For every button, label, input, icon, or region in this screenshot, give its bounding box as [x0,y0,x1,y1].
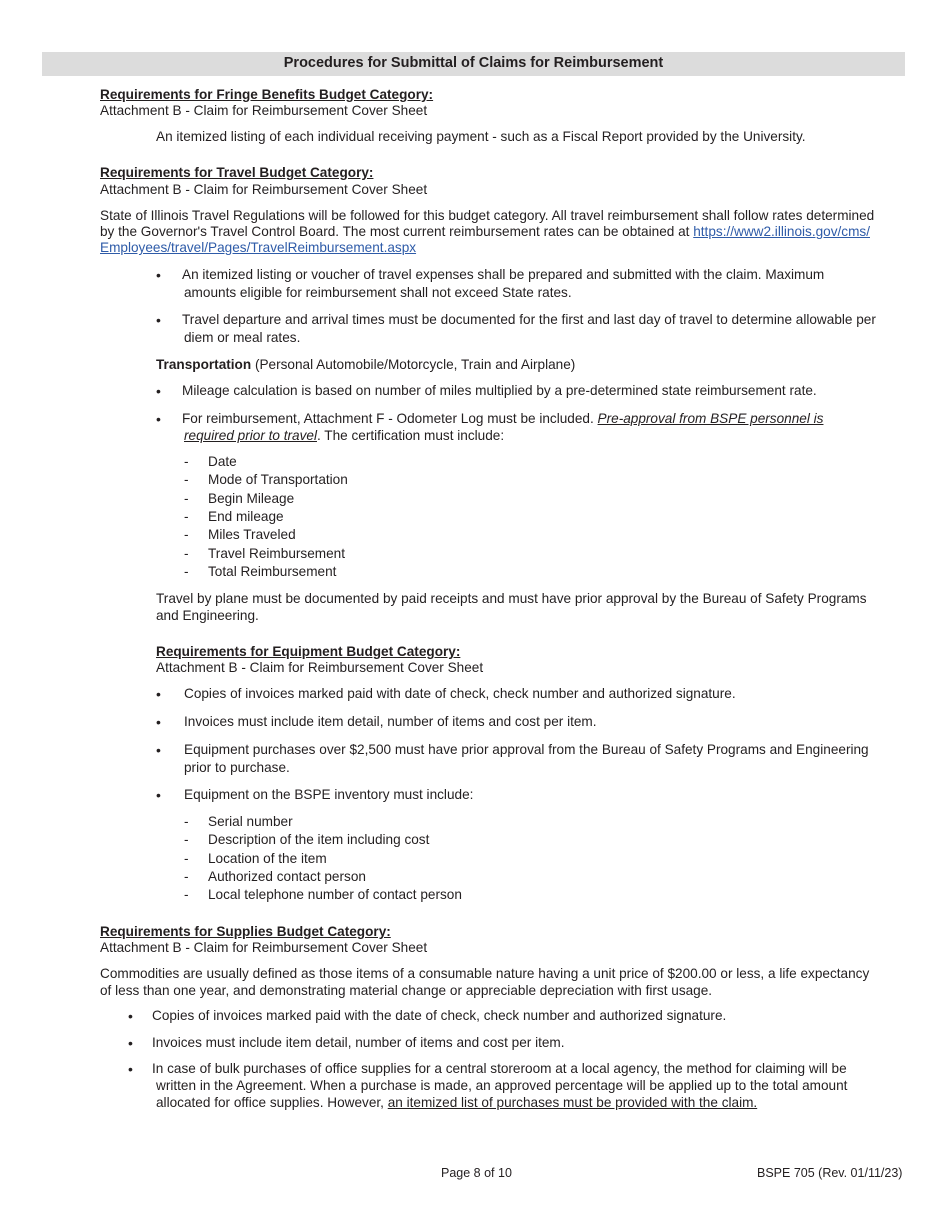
list-item-text: Location of the item [208,850,327,866]
bullet-icon: • [156,787,161,803]
bullet-icon: • [156,267,161,283]
odometer-text: For reimbursement, Attachment F - Odometer Log must be included. [182,411,598,426]
bullet-icon: • [128,1061,133,1077]
equipment-heading: Requirements for Equipment Budget Category: [156,644,461,659]
list-item-text: Copies of invoices marked paid with the date of check, check number and authorized signature. [152,1008,727,1023]
travel-intro-line2 [100,223,870,240]
supplies-intro-line2: of less than one year, and demonstrating material change or appreciable depreciation with first usage. [100,983,713,998]
list-item-text: Travel Reimbursement [208,545,345,561]
list-item-text: Begin Mileage [208,490,295,506]
bullet-icon: • [156,411,161,427]
plane-text-line2: and Engineering. [156,608,259,623]
travel-attachment: Attachment B - Claim for Reimbursement Cover Sheet [100,182,428,197]
list-item-text: Date [208,454,237,469]
bullet-icon: • [156,686,161,702]
list-item-text: Mode of Transportation [208,472,348,488]
list-item-text: An itemized listing or voucher of travel expenses shall be prepared and submitted with the claim. Maximum [182,267,825,282]
dash-marker: - [184,814,189,829]
list-item-text: Local telephone number of contact person [208,887,462,903]
dash-marker: - [184,527,189,543]
travel-intro-line1: State of Illinois Travel Regulations will be followed for this budget category. All travel reimbursement shall follow rates determined [100,208,875,223]
list-item-text: amounts eligible for reimbursement shall not exceed State rates. [184,285,572,300]
odometer-text: . The certification must include: [316,428,505,443]
fringe-attachment: Attachment B - Claim for Reimbursement Cover Sheet [100,103,428,118]
dash-marker: - [184,850,189,866]
list-item-text [182,410,823,428]
supplies-intro-line1: Commodities are usually defined as those items of a consumable nature having a unit price of $200.00 or less, a life expectancy [100,966,870,981]
bullet-icon: • [156,383,161,399]
list-item-text: Copies of invoices marked paid with date of check, check number and authorized signature. [184,686,736,701]
dash-marker: - [184,472,189,488]
supplies-heading: Requirements for Supplies Budget Category: [100,924,391,939]
equipment-attachment: Attachment B - Claim for Reimbursement Cover Sheet [156,660,484,675]
odometer-emphasis: required prior to travel [184,428,317,443]
list-item-text: Travel departure and arrival times must be documented for the first and last day of travel to determine allowable per [182,312,876,327]
transport-line [156,356,575,373]
list-item-text: Miles Traveled [208,527,296,543]
travel-rates-link-cont[interactable]: Employees/travel/Pages/TravelReimbursement.aspx [100,240,417,255]
list-item-text: Description of the item including cost [208,832,430,848]
list-item-text: Equipment purchases over $2,500 must have prior approval from the Bureau of Safety Programs and Engineering [184,742,869,757]
bullet-icon: • [156,714,161,730]
list-item-text: Invoices must include item detail, number of items and cost per item. [152,1035,565,1050]
dash-marker: - [184,887,189,903]
travel-rates-link[interactable]: https://www2.illinois.gov/cms/ [693,224,870,239]
dash-marker: - [184,490,189,506]
dash-marker: - [184,832,189,848]
list-item-text: Total Reimbursement [208,563,337,579]
list-item-text: prior to purchase. [184,760,290,775]
list-item-text: diem or meal rates. [184,330,301,345]
travel-heading: Requirements for Travel Budget Category: [100,165,374,180]
list-item-text [184,427,504,445]
list-item-text [156,1094,757,1112]
bullet-icon: • [156,742,161,758]
page-number: Page 8 of 10 [441,1166,512,1180]
dash-marker: - [184,563,189,579]
transport-text: (Personal Automobile/Motorcycle, Train and Airplane) [251,357,576,372]
travel-intro-text: by the Governor's Travel Control Board. The most current reimbursement rates can be obtained at [100,224,694,239]
dash-marker: - [184,868,189,884]
bullet-icon: • [156,312,161,328]
odometer-emphasis: Pre-approval from BSPE personnel is [597,411,824,426]
dash-marker: - [184,508,189,524]
list-item-text: In case of bulk purchases of office supplies for a central storeroom at a local agency, the method for claiming will be [152,1061,847,1076]
supplies-attachment: Attachment B - Claim for Reimbursement Cover Sheet [100,940,428,955]
list-item-text: Authorized contact person [208,868,366,884]
travel-link-line2[interactable] [100,239,416,256]
form-number: BSPE 705 (Rev. 01/11/23) [757,1166,903,1180]
supplies-text: allocated for office supplies. However, [156,1095,388,1110]
list-item-text: Invoices must include item detail, number of items and cost per item. [184,714,597,729]
fringe-heading: Requirements for Fringe Benefits Budget Category: [100,87,434,102]
dash-marker: - [184,545,189,561]
list-item-text: Equipment on the BSPE inventory must include: [184,787,474,802]
supplies-emphasis: an itemized list of purchases must be provided with the claim. [387,1095,758,1110]
list-item-text: written in the Agreement. When a purchase is made, an approved percentage will be applied up to the total amount [156,1078,848,1093]
bullet-icon: • [128,1008,133,1024]
bullet-icon: • [128,1035,133,1051]
transport-label: Transportation [156,357,252,372]
page-title: Procedures for Submittal of Claims for Reimbursement [42,52,905,76]
dash-marker: - [184,454,189,469]
list-item-text: Mileage calculation is based on number of miles multiplied by a pre-determined state reimbursement rate. [182,383,817,398]
fringe-text: An itemized listing of each individual receiving payment - such as a Fiscal Report provided by the University. [156,129,806,144]
list-item-text: Serial number [208,814,293,829]
plane-text-line1: Travel by plane must be documented by paid receipts and must have prior approval by the Bureau of Safety Programs [156,591,867,606]
list-item-text: End mileage [208,508,284,524]
